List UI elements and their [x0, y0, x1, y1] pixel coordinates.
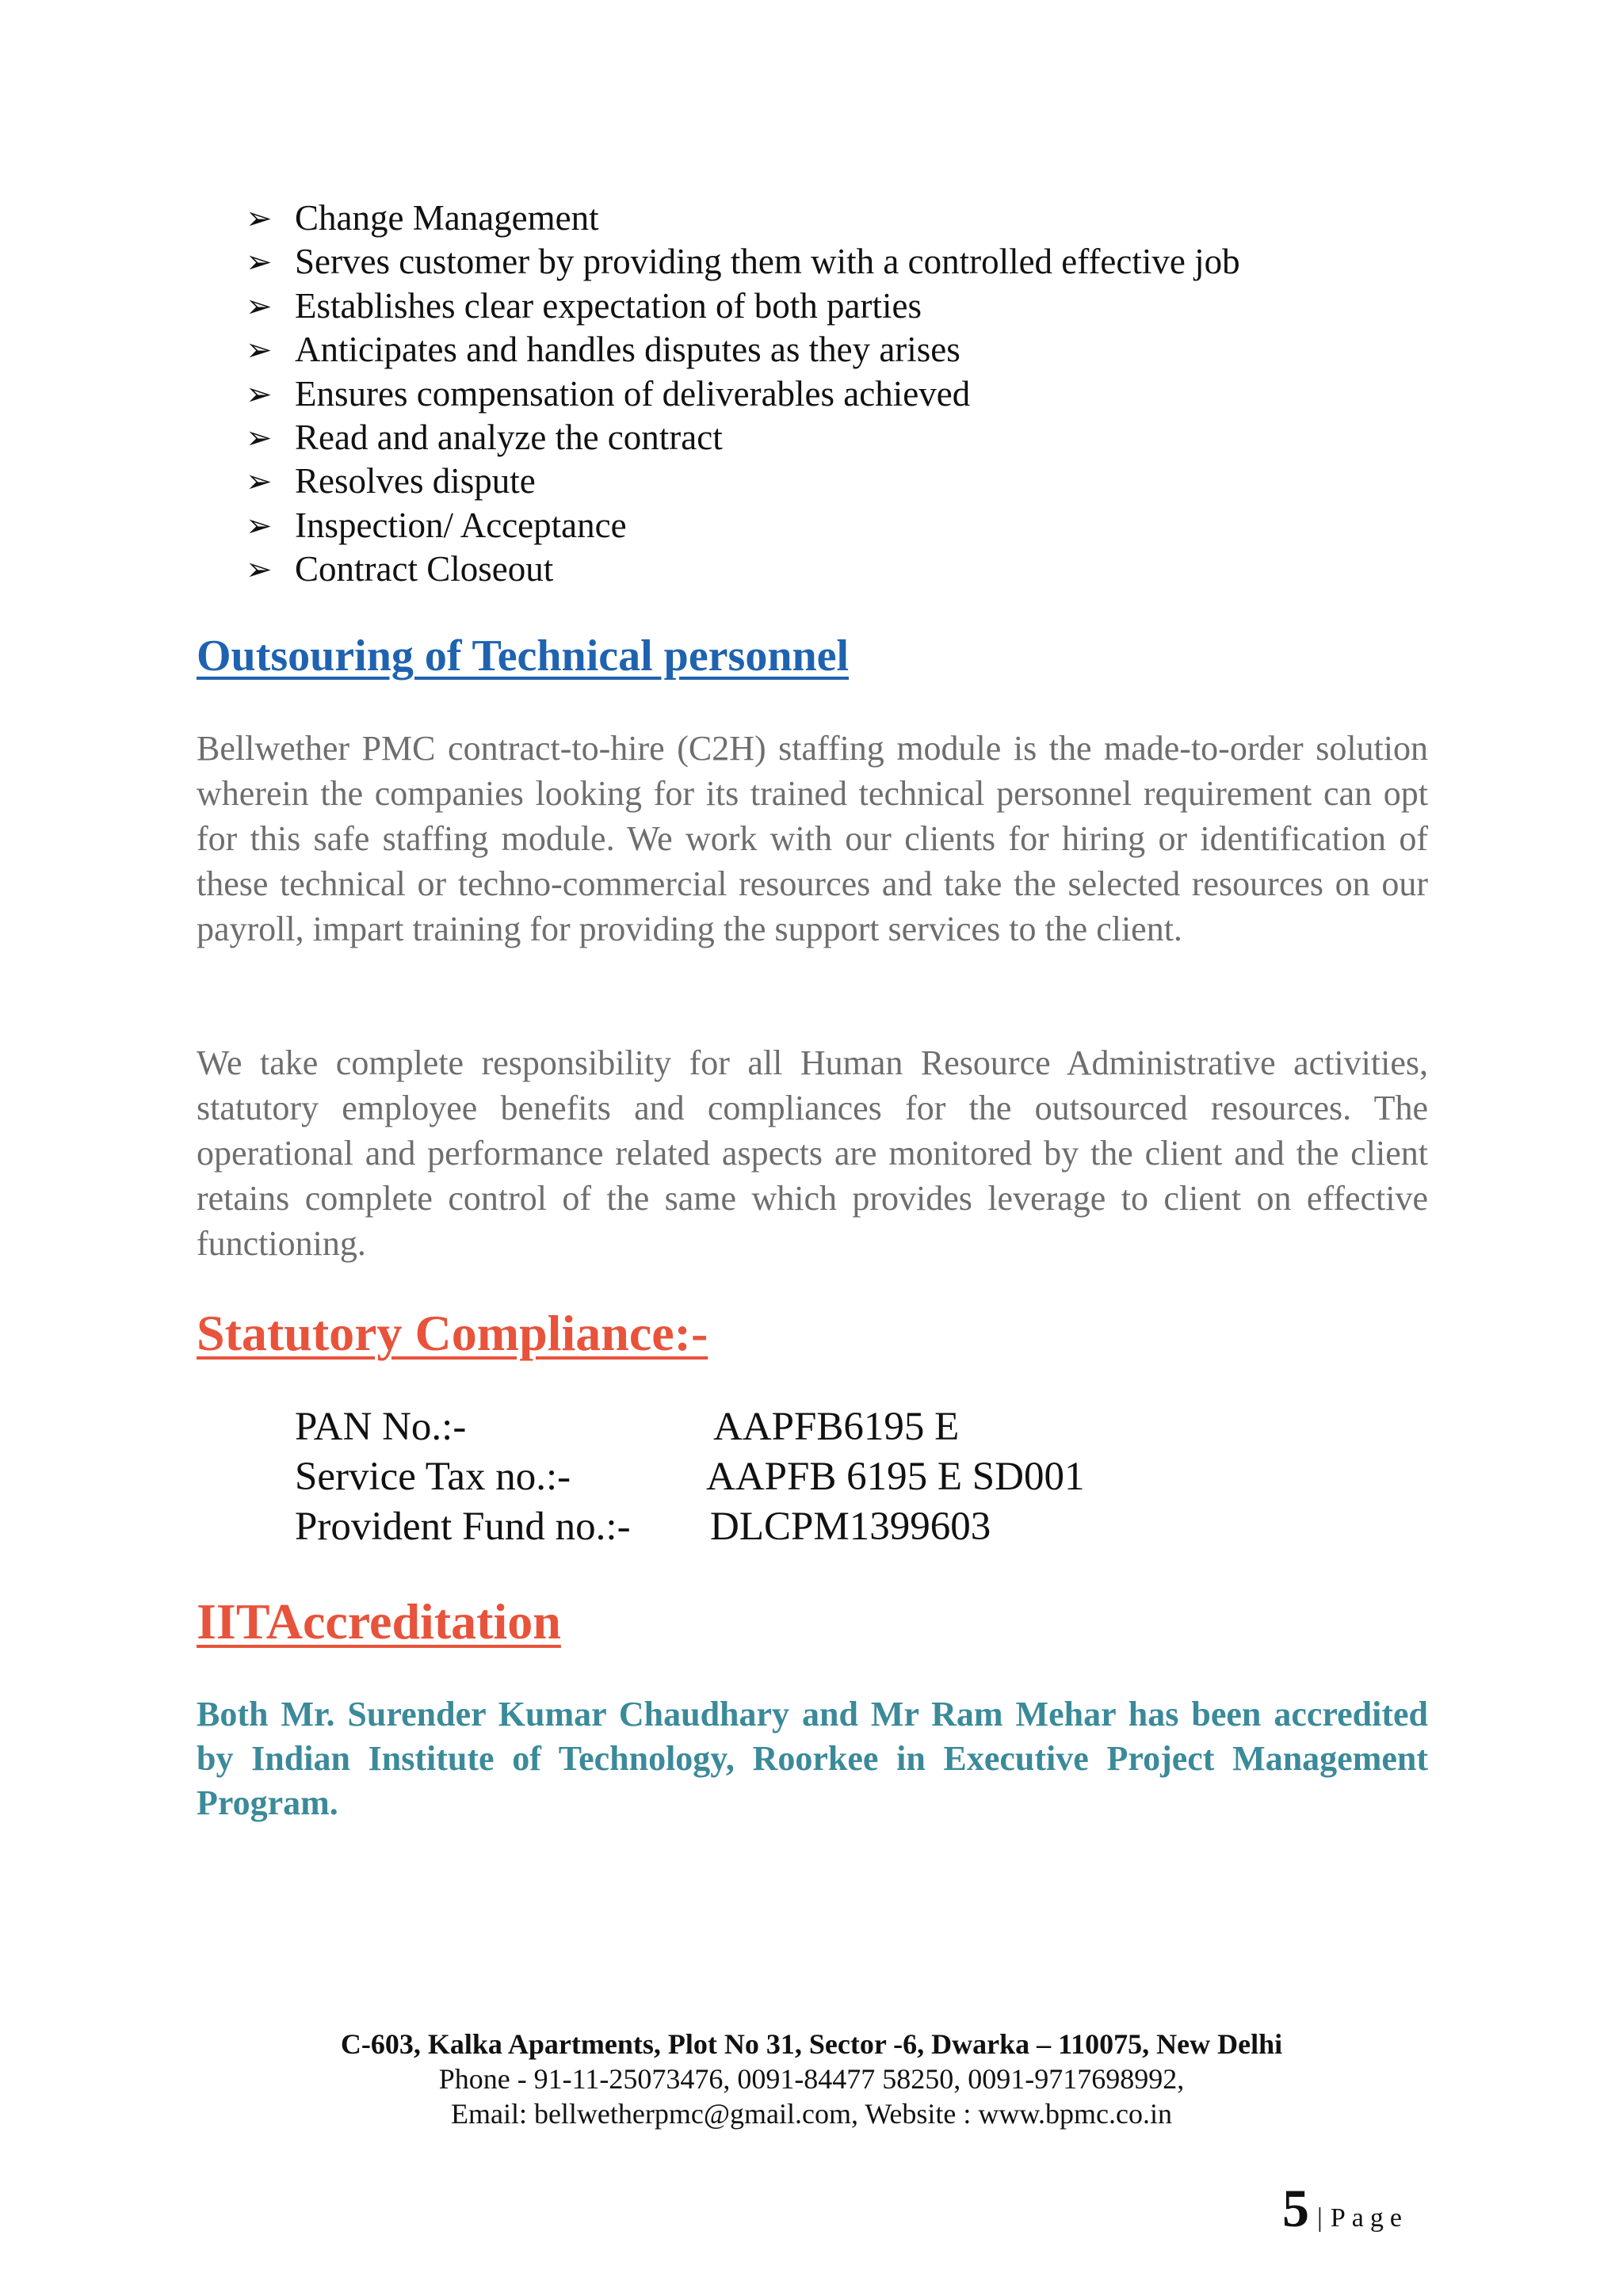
statutory-compliance-heading: Statutory Compliance:- [197, 1305, 708, 1361]
services-bullet-list [246, 196, 1240, 592]
outsourcing-paragraph-2: We take complete responsibility for all Human Resource Administrative activities, statutory employee benefits and compliances for the outsourced resources. The operational and performance related aspects are monitored by the client and the client retains complete control of the same which provides leverage to client on effective functioning. [197, 1043, 1428, 1263]
service-tax-value: AAPFB 6195 E SD001 [706, 1455, 1085, 1499]
pan-row [295, 1402, 1085, 1452]
footer-email: Email: bellwetherpmc@gmail.com, Website : www.bpmc.co.in [450, 2098, 1173, 2130]
list-item: ➢ Resolves dispute [246, 460, 1240, 503]
outsourcing-paragraph-1: Bellwether PMC contract-to-hire (C2H) staffing module is the made-to-order solution wherein the companies looking for its trained technical personnel requirement can opt for this safe staffing module. We work with our clients for hiring or identification of these technical or techno-commercial resources and take the selected resources on our payroll, impart training for providing the support services to the client. [197, 729, 1428, 948]
arrowhead-bullet-icon: ➢ [246, 376, 273, 412]
arrowhead-bullet-icon: ➢ [246, 200, 273, 236]
provident-fund-label: Provident Fund no.:- [295, 1505, 631, 1549]
list-item: ➢ Serves customer by providing them with a controlled effective job [246, 240, 1240, 284]
list-item: ➢ Read and analyze the contract [246, 416, 1240, 460]
statutory-details [295, 1402, 1085, 1552]
page-number [1282, 2177, 1408, 2240]
iit-accreditation-heading: IITAccreditation [197, 1593, 561, 1650]
arrowhead-bullet-icon: ➢ [246, 551, 273, 588]
footer-address: C-603, Kalka Apartments, Plot No 31, Sector -6, Dwarka – 110075, New Delhi [340, 2028, 1283, 2060]
list-item: ➢ Anticipates and handles disputes as they arises [246, 328, 1240, 372]
list-item: ➢ Inspection/ Acceptance [246, 504, 1240, 547]
page-number-label: Page [1330, 2203, 1408, 2233]
arrowhead-bullet-icon: ➢ [246, 332, 273, 368]
arrowhead-bullet-icon: ➢ [246, 244, 273, 280]
list-item: ➢ Establishes clear expectation of both parties [246, 284, 1240, 328]
arrowhead-bullet-icon: ➢ [246, 507, 273, 543]
pan-value: AAPFB6195 E [713, 1405, 960, 1449]
arrowhead-bullet-icon: ➢ [246, 288, 273, 324]
list-item: ➢ Ensures compensation of deliverables achieved [246, 372, 1240, 416]
page-number-value: 5 [1282, 2178, 1309, 2238]
provident-fund-value: DLCPM1399603 [710, 1505, 991, 1549]
accreditation-text: Both Mr. Surender Kumar Chaudhary and Mr Ram Mehar has been accredited by Indian Institute of Technology, Roorkee in Executive Project Management Program. [197, 1695, 1428, 1822]
arrowhead-bullet-icon: ➢ [246, 463, 273, 500]
list-item: ➢ Change Management [246, 196, 1240, 240]
provident-fund-row [295, 1502, 1085, 1552]
arrowhead-bullet-icon: ➢ [246, 419, 273, 456]
pan-label: PAN No.:- [295, 1405, 467, 1449]
page-footer [0, 2027, 1623, 2131]
footer-phone: Phone - 91-11-25073476, 0091-84477 58250, 0091-9717698992, [438, 2063, 1185, 2095]
service-tax-label: Service Tax no.:- [295, 1455, 571, 1499]
outsourcing-heading: Outsouring of Technical personnel [197, 631, 850, 681]
service-tax-row [295, 1452, 1085, 1502]
list-item: ➢ Contract Closeout [246, 547, 1240, 591]
page-number-separator: | [1317, 2203, 1323, 2233]
